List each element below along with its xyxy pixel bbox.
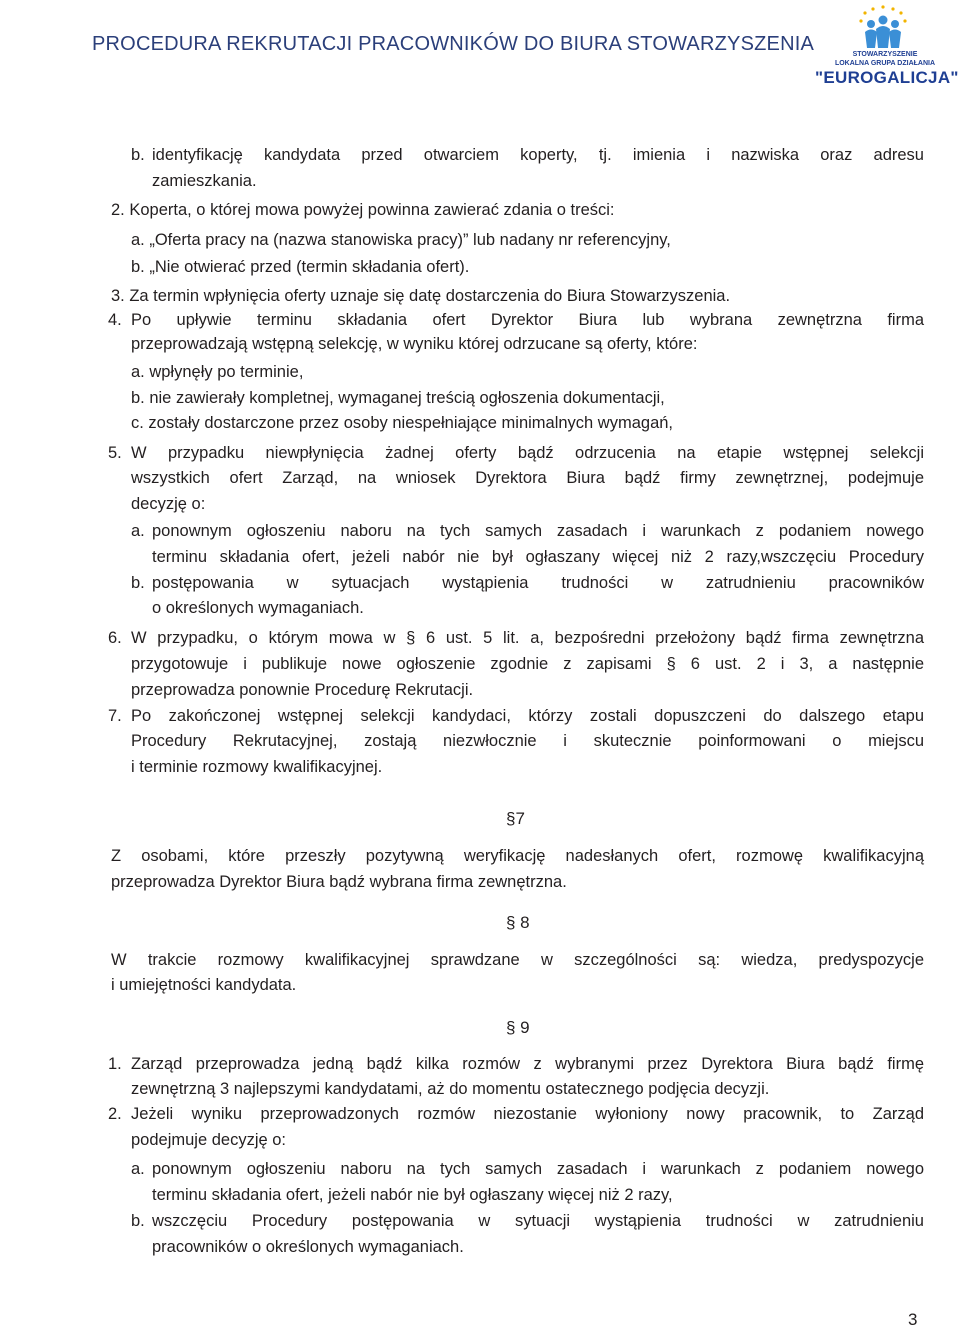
text-line: zewnętrzną 3 najlepszymi kandydatami, aż do momentu ostatecznego podjęcia decyzji. [131,1080,770,1098]
text-line: W przypadku, o którym mowa w § 6 ust. 5 lit. a, bezpośredni przełożony bądź firma zewnętrzna [131,629,924,647]
text-line: 2. Koperta, o której mowa powyżej powinna zawierać zdania o treści: [111,201,615,219]
text-line: wszystkich ofert Zarząd, na wniosek Dyrektora Biura bądź firmy zewnętrznej, podejmuje [131,469,924,487]
text-line: terminu składania ofert, jeżeli nabór nie był ogłaszany więcej niż 2 razy,wszczęciu Procedury [152,548,924,566]
list-number: 4. [108,311,122,329]
text-line: 3. Za termin wpłynięcia oferty uznaje się datę dostarczenia do Biura Stowarzyszenia. [111,287,731,305]
text-line: b. nie zawierały kompletnej, wymaganej treścią ogłoszenia dokumentacji, [131,389,665,407]
text-line: W trakcie rozmowy kwalifikacyjnej sprawdzane w szczególności są: wiedza, predyspozycje [111,951,924,969]
section-heading: § 9 [506,1018,530,1037]
text-line: przeprowadza ponownie Procedurę Rekrutacji. [131,681,474,699]
document-title: PROCEDURA REKRUTACJI PRACOWNIKÓW DO BIURA STOWARZYSZENIA [92,33,815,55]
text-line: przeprowadzają wstępną selekcję, w wyniku której odrzucane są oferty, które: [131,335,698,353]
list-number: 6. [108,629,122,647]
logo-figures-icon [815,4,955,52]
section-heading: § 8 [506,913,530,932]
text-line: o określonych wymaganiach. [152,599,364,617]
text-line: identyfikację kandydata przed otwarciem koperty, tj. imienia i nazwiska oraz adresu [152,146,924,164]
list-number: 2. [108,1105,122,1123]
list-marker: a. [131,522,145,540]
text-line: Po zakończonej wstępnej selekcji kandydaci, którzy zostali dopuszczeni do dalszego etapu [131,707,924,725]
organization-logo [815,4,959,90]
text-line: przygotowuje i publikuje nowe ogłoszenie zgodnie z zapisami § 6 ust. 2 i 3, a następnie [131,655,924,673]
text-line: Zarząd przeprowadza jedną bądź kilka rozmów z wybranymi przez Dyrektora Biura bądź firmę [131,1055,924,1073]
text-line: Z osobami, które przeszły pozytywną weryfikację nadesłanych ofert, rozmowę kwalifikacyjną [111,847,924,865]
text-line: Procedury Rekrutacyjnej, zostają niezwłocznie i skutecznie poinformowani o miejscu [131,732,924,750]
text-line: wszczęciu Procedury postępowania w sytuacji wystąpienia trudności w zatrudnieniu [152,1212,924,1230]
list-marker: b. [131,1212,145,1230]
text-line: i umiejętności kandydata. [111,976,297,994]
text-line: zamieszkania. [152,172,257,190]
text-line: Po upływie terminu składania ofert Dyrektor Biura lub wybrana zewnętrzna firma [131,311,924,329]
text-line: ponownym ogłoszeniu naboru na tych samych zasadach i warunkach z podaniem nowego [152,1160,924,1178]
list-marker: b. [131,574,145,592]
list-marker: b. [131,146,145,164]
text-line: i terminie rozmowy kwalifikacyjnej. [131,758,383,776]
text-line: c. zostały dostarczone przez osoby niespełniające minimalnych wymagań, [131,414,674,432]
logo-text-line3: "EUROGALICJA" [815,68,959,87]
text-line: Jeżeli wyniku przeprowadzonych rozmów niezostanie wyłoniony nowy pracownik, to Zarząd [131,1105,924,1123]
text-line: a. wpłynęły po terminie, [131,363,304,381]
section-heading: §7 [506,809,525,828]
list-number: 1. [108,1055,122,1073]
page-number: 3 [908,1310,918,1329]
text-line: terminu składania ofert, jeżeli nabór nie był ogłaszany więcej niż 2 razy, [152,1186,673,1204]
text-line: W przypadku niewpłynięcia żadnej oferty bądź odrzucenia na etapie wstępnej selekcji [131,444,924,462]
text-line: a. „Oferta pracy na (nazwa stanowiska pracy)” lub nadany nr referencyjny, [131,231,671,249]
text-line: ponownym ogłoszeniu naboru na tych samych zasadach i warunkach z podaniem nowego [152,522,924,540]
text-line: przeprowadza Dyrektor Biura bądź wybrana firma zewnętrzna. [111,873,567,891]
list-number: 5. [108,444,122,462]
text-line: b. „Nie otwierać przed (termin składania ofert). [131,258,470,276]
logo-text-line2: LOKALNA GRUPA DZIAŁANIA [834,60,936,67]
list-marker: a. [131,1160,145,1178]
text-line: podejmuje decyzję o: [131,1131,287,1149]
logo-text-line1: STOWARZYSZENIE [852,51,918,58]
text-line: pracowników o określonych wymaganiach. [152,1238,464,1256]
list-number: 7. [108,707,122,725]
text-line: postępowania w sytuacjach wystąpienia trudności w zatrudnieniu pracowników [152,574,924,592]
text-line: decyzję o: [131,495,206,513]
